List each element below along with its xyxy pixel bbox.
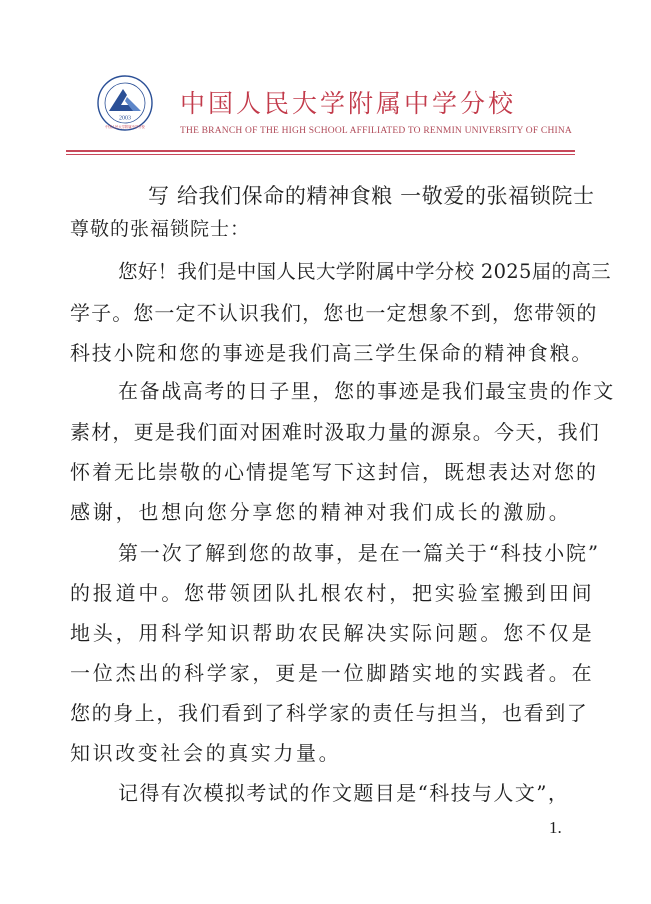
logo-year: 2003 <box>119 115 131 122</box>
letter-line: 第一次了解到您的故事，是在一篇关于“科技小院” <box>118 541 600 565</box>
header-divider <box>66 150 575 152</box>
school-name-en: THE BRANCH OF THE HIGH SCHOOL AFFILIATED TO RENMIN UNIVERSITY OF CHINA <box>180 126 572 136</box>
letter-line: 素材，更是我们面对困难时汲取力量的源泉。今天，我们 <box>70 420 600 444</box>
letter-salutation: 尊敬的张福锁院士： <box>70 218 251 240</box>
letter-line: 一位杰出的科学家，更是一位脚踏实地的实践者。在 <box>70 661 595 685</box>
school-name-cn: 中国人民大学附属中学分校 <box>180 89 517 118</box>
letter-line: 在备战高考的日子里，您的事迹是我们最宝贵的作文 <box>118 379 615 403</box>
letter-line: 科技小院和您的事迹是我们高三学生保命的精神食粮。 <box>70 341 594 365</box>
school-logo <box>97 75 153 131</box>
letter-line: 您好！我们是中国人民大学附属中学分校 2025届的高三 <box>118 260 611 283</box>
letter-title: 写 给我们保命的精神食粮 一敬爱的张福锁院士 <box>148 184 595 208</box>
letterhead <box>0 0 651 160</box>
letter-line: 记得有次模拟考试的作文题目是“科技与人文”， <box>118 781 570 805</box>
page-number: 1. <box>549 818 562 837</box>
letter-line: 怀着无比崇敬的心情提笔写下这封信，既想表达对您的 <box>70 460 598 484</box>
logo-ring-text: 中国人民大学附属中学分校 <box>105 125 145 129</box>
header-divider-thin <box>66 154 575 155</box>
letter-line: 学子。您一定不认识我们，您也一定想象不到，您带领的 <box>70 301 598 325</box>
letter-line: 地头，用科学知识帮助农民解决实际问题。您不仅是 <box>70 621 595 645</box>
letter-line: 感谢，也想向您分享您的精神对我们成长的激励。 <box>70 500 572 524</box>
letter-line: 您的身上，我们看到了科学家的责任与担当，也看到了 <box>70 701 589 725</box>
letter-line: 的报道中。您带领团队扎根农村，把实验室搬到田间 <box>70 581 595 605</box>
letter-line: 知识改变社会的真实力量。 <box>70 741 342 765</box>
